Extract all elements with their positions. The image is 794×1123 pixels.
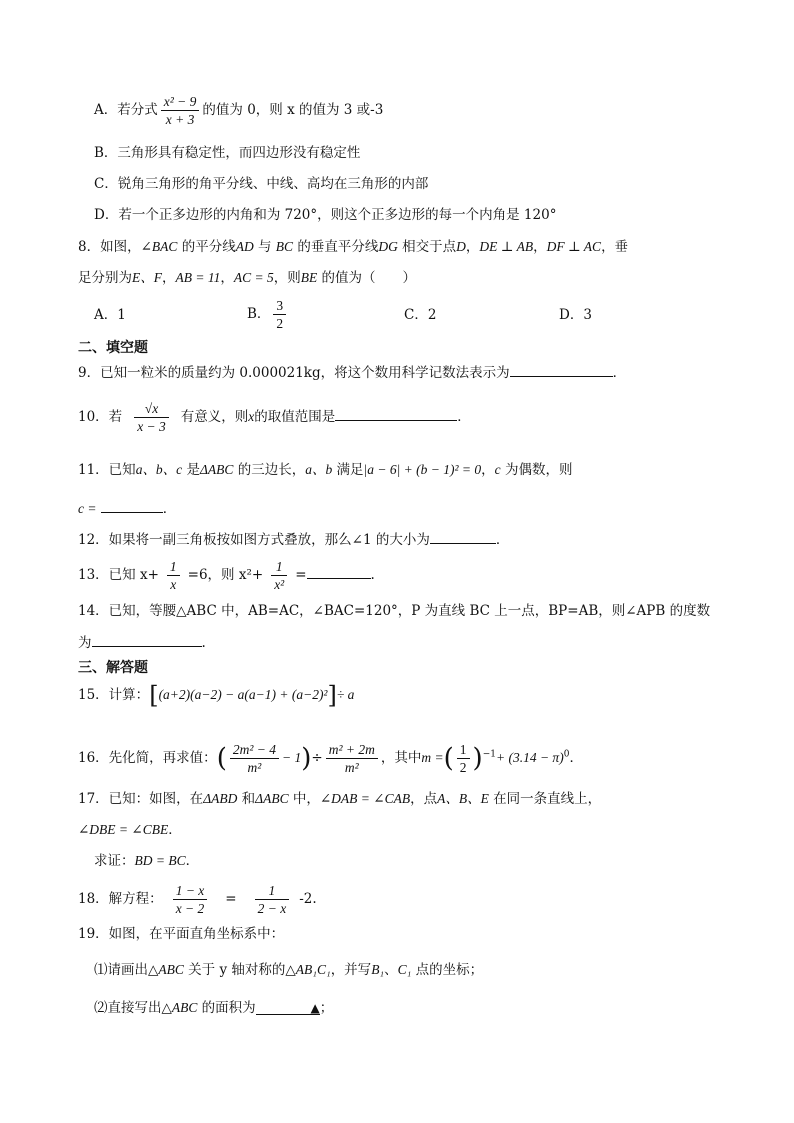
- q14-line-2: [78, 632, 206, 653]
- fraction-numerator: x² − 9: [161, 93, 200, 111]
- triangle-mark-icon: ▲: [310, 1001, 320, 1015]
- q10-fraction: [134, 400, 169, 435]
- fraction-numerator: 1 − x: [173, 882, 208, 900]
- text: 中，: [288, 791, 320, 807]
- text: 10．若: [78, 409, 123, 425]
- text: 的值为（ ）: [317, 270, 417, 286]
- text: ，: [533, 239, 547, 255]
- q7-option-d: D．若一个正多边形的内角和为 720°，则这个正多边形的每一个内角是 120°: [94, 207, 557, 223]
- math: △ABC: [148, 962, 184, 977]
- text: ，点: [410, 791, 438, 807]
- q12: [78, 529, 509, 550]
- text: ，: [162, 270, 176, 286]
- text: ．: [162, 501, 177, 517]
- text: ，其中: [380, 750, 422, 766]
- text: 15．计算：: [78, 687, 150, 703]
- exponent: −1: [482, 749, 496, 760]
- section-heading-solve: 三、解答题: [78, 660, 148, 676]
- q17-line-1: [78, 789, 601, 809]
- math: DG: [378, 239, 398, 254]
- text: 关于 y 轴对称的: [183, 962, 286, 978]
- fraction-denominator: x²: [274, 577, 285, 592]
- math: c: [494, 462, 501, 477]
- q17-prove: [94, 851, 199, 871]
- math: ΔABC: [199, 462, 234, 477]
- text: 求证：: [94, 853, 135, 869]
- left-bracket: [: [149, 681, 159, 710]
- fraction-numerator: 1: [271, 558, 287, 576]
- q7-option-a: [94, 93, 383, 128]
- right-bracket: ]: [327, 681, 337, 710]
- q11-line-1: [78, 460, 572, 480]
- fraction-numerator: 1: [167, 558, 180, 576]
- math: AC = 5: [233, 270, 274, 285]
- text: 18．解方程：: [78, 891, 163, 907]
- text: ．: [612, 365, 627, 381]
- math: D: [456, 239, 466, 254]
- math: E、F: [132, 270, 162, 285]
- text: 为: [78, 635, 92, 651]
- math: − 1: [282, 750, 302, 765]
- text: 相交于点: [397, 239, 457, 255]
- q16-fraction-1: [230, 741, 279, 776]
- math-expression: (a+2)(a−2) − a(a−1) + (a−2)²: [158, 687, 328, 702]
- text: .: [201, 635, 206, 651]
- text: 满足: [332, 462, 364, 478]
- text: 与: [253, 239, 276, 255]
- q8-option-a: A．1: [94, 307, 126, 323]
- q15: [78, 681, 355, 710]
- text: ；: [319, 1000, 334, 1016]
- text: -2.: [299, 891, 317, 907]
- text: 的三边长，: [233, 462, 306, 478]
- right-paren: ): [472, 743, 483, 774]
- fraction-numerator: 2m² − 4: [230, 741, 279, 759]
- answer-blank[interactable]: [510, 362, 613, 377]
- fraction-denominator: x − 3: [137, 419, 166, 434]
- q8-option-d: D．3: [559, 307, 592, 323]
- exponent: 0: [563, 749, 570, 760]
- text: 的垂直平分线: [293, 239, 379, 255]
- text: =: [295, 567, 307, 583]
- q8-option-c: C．2: [404, 307, 437, 323]
- text: ，则: [273, 270, 301, 286]
- text: 、: [384, 962, 398, 978]
- q16-fraction-2: [326, 741, 378, 776]
- q7-a-prefix: A．若分式: [94, 102, 158, 118]
- q16: [78, 741, 583, 776]
- text: 13．已知 x+: [78, 567, 159, 583]
- q7-a-suffix: 的值为 0，则 x 的值为 3 或-3: [202, 102, 384, 118]
- q8-option-b: [247, 297, 289, 332]
- q13-fraction-1: [167, 558, 180, 593]
- text: ，: [465, 239, 480, 255]
- answer-blank[interactable]: [307, 564, 371, 579]
- text: ⑵直接写出: [94, 1000, 162, 1016]
- fraction-denominator: x + 3: [165, 112, 195, 127]
- q19-part-2: [94, 998, 333, 1018]
- q8-line-2: [78, 268, 416, 288]
- q9: [78, 362, 626, 383]
- text: 12．如果将一副三角板按如图方式叠放，那么∠1 的大小为: [78, 532, 430, 548]
- text: 17．已知：如图，在: [78, 791, 204, 807]
- math: BC: [275, 239, 294, 254]
- q19-part-1: [94, 960, 483, 980]
- text: 为偶数，则: [500, 462, 573, 478]
- answer-blank[interactable]: [92, 632, 202, 647]
- math: AD: [235, 239, 254, 254]
- text: 和: [237, 791, 256, 807]
- math: a、b、c: [135, 462, 183, 477]
- math: △AB₁C₁: [285, 962, 331, 977]
- math: ΔABC: [255, 791, 289, 806]
- text: ．: [569, 750, 583, 766]
- text: 有意义，则: [180, 409, 249, 425]
- math: DE ⊥ AB: [479, 239, 534, 254]
- math: ∠DAB = ∠CAB: [319, 791, 411, 806]
- q7-option-c: C．锐角三角形的角平分线、中线、高均在三角形的内部: [94, 176, 429, 192]
- math: AB = 11: [175, 270, 221, 285]
- fraction-numerator: 1: [457, 741, 470, 759]
- q17-line-2: [78, 820, 182, 840]
- q7-option-b: B．三角形具有稳定性，而四边形没有稳定性: [94, 145, 361, 161]
- math: ΔABD: [203, 791, 238, 806]
- fraction-numerator: 3: [273, 297, 286, 315]
- fraction-denominator: 2 − x: [257, 901, 287, 916]
- answer-blank[interactable]: [430, 529, 496, 544]
- text: ．: [185, 853, 200, 869]
- left-paren: (: [216, 743, 227, 774]
- math: x: [248, 409, 255, 424]
- fraction-denominator: 2: [459, 760, 467, 775]
- left-paren: (: [443, 743, 454, 774]
- text: =6，则 x²+: [187, 567, 264, 583]
- math: c =: [78, 501, 97, 516]
- q19-intro: 19．如图，在平面直角坐标系中：: [78, 926, 285, 942]
- text: ，垂: [601, 239, 629, 255]
- answer-blank[interactable]: [256, 998, 320, 1015]
- text: ．: [457, 409, 471, 425]
- fraction-numerator: m² + 2m: [326, 741, 378, 759]
- math: △ABC: [161, 1000, 198, 1015]
- math: B₁: [371, 962, 385, 977]
- text: 足分别为: [78, 270, 132, 286]
- math: DF ⊥ AC: [546, 239, 602, 254]
- math: + (3.14 − π): [495, 750, 564, 765]
- text: 是: [182, 462, 200, 478]
- fraction-denominator: m²: [344, 760, 359, 775]
- q10: [78, 400, 471, 435]
- math: ∠DBE = ∠CBE: [78, 822, 169, 837]
- q13: [78, 558, 375, 593]
- answer-blank[interactable]: [335, 406, 457, 421]
- q7-a-fraction: [161, 93, 200, 128]
- math: ∠BAC: [140, 239, 178, 254]
- text: 的取值范围是: [254, 409, 336, 425]
- text: ．: [168, 822, 182, 838]
- fraction-denominator: 2: [276, 316, 284, 331]
- text: .: [370, 567, 375, 583]
- q8-line-1: [78, 237, 628, 257]
- q11-line-2: [78, 498, 176, 519]
- text: ．: [495, 532, 510, 548]
- math-expression: |a − 6| + (b − 1)² = 0: [363, 462, 482, 477]
- answer-blank[interactable]: [101, 498, 163, 513]
- text: 8．如图，: [78, 239, 141, 255]
- math: C₁: [397, 962, 412, 977]
- text: ⑴请画出: [94, 962, 148, 978]
- math: ÷: [311, 750, 323, 766]
- q18: [78, 882, 317, 917]
- q13-fraction-2: [271, 558, 287, 593]
- section-heading-fill-in: 二、填空题: [78, 340, 148, 356]
- q18-fraction-2: [255, 882, 290, 917]
- q18-fraction-1: [173, 882, 208, 917]
- fraction-denominator: m²: [247, 760, 262, 775]
- math: BE: [300, 270, 318, 285]
- q16-half: [457, 741, 470, 776]
- math: ÷ a: [336, 687, 355, 702]
- fraction-numerator: 1: [255, 882, 290, 900]
- text: 的平分线: [177, 239, 236, 255]
- text: ，: [481, 462, 495, 478]
- math: =: [225, 891, 237, 907]
- text: 在同一条直线上，: [488, 791, 602, 807]
- q14-line-1: 14．已知，等腰△ABC 中，AB=AC，∠BAC=120°，P 为直线 BC 上一点，BP=AB，则∠APB 的度数: [78, 603, 711, 619]
- q8-b-fraction: [273, 297, 286, 332]
- fraction-numerator: √x: [134, 400, 169, 418]
- text: 的面积为: [197, 1000, 256, 1016]
- math: a、b: [305, 462, 333, 477]
- fraction-denominator: x: [170, 577, 177, 592]
- math: A、B、E: [437, 791, 489, 806]
- text: 11．已知: [78, 462, 136, 478]
- fraction-denominator: x − 2: [175, 901, 205, 916]
- option-label: B．: [247, 306, 271, 322]
- text: 16．先化简，再求值：: [78, 750, 217, 766]
- text: 9．已知一粒米的质量约为 0.000021kg，将这个数用科学记数法表示为: [78, 365, 510, 381]
- text: ，: [220, 270, 234, 286]
- right-paren: ): [301, 743, 312, 774]
- text: ，并写: [330, 962, 372, 978]
- math: BD = BC: [134, 853, 186, 868]
- math: m =: [421, 750, 444, 765]
- text: 点的坐标；: [411, 962, 484, 978]
